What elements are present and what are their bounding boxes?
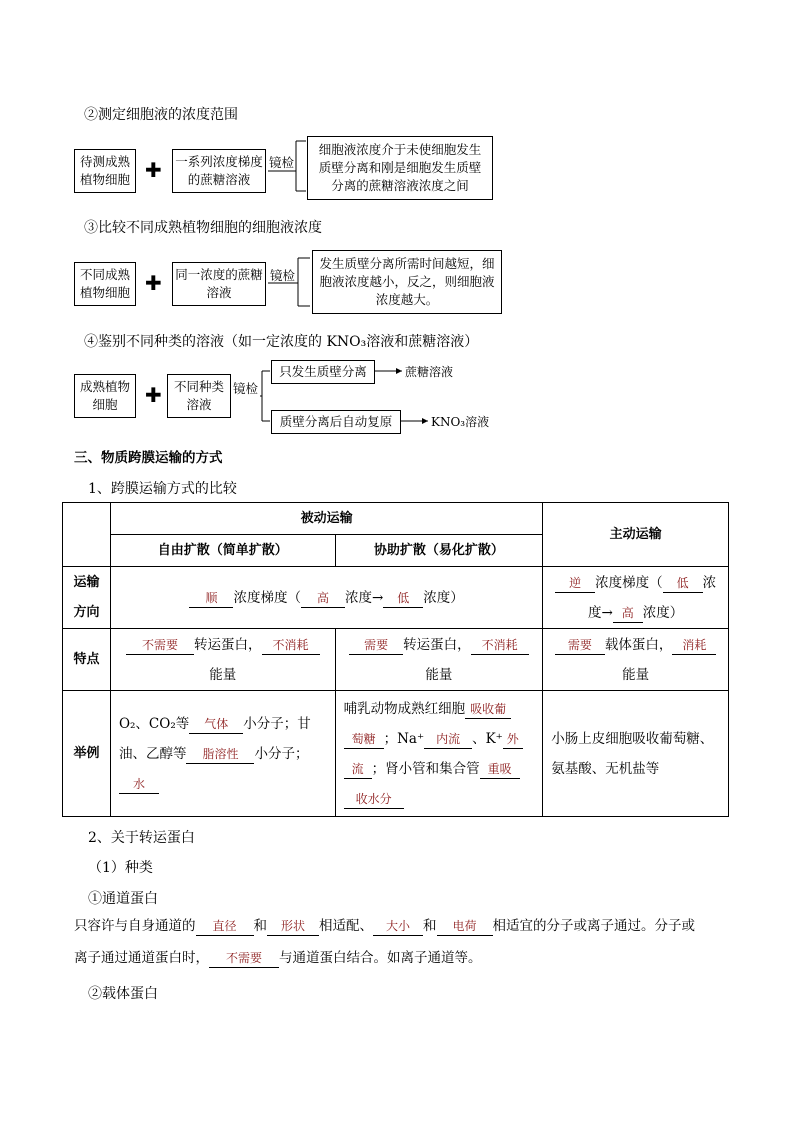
row-label-examples: 举例 [63,691,111,817]
cell-examples-active: 小肠上皮细胞吸收葡萄糖、氨基酸、无机盐等 [543,691,729,817]
cell-direction-passive: 顺 浓度梯度（ 高 浓度→ 低 浓度） [110,567,542,629]
sec2-box-cells: 待测成熟植物细胞 [74,149,136,193]
subsection-1-title: 1、跨膜运输方式的比较 [88,481,237,497]
cell-features-free: 不需要 转运蛋白， 不消耗 能量 [110,629,335,691]
sec3-title: ③比较不同成熟植物细胞的细胞液浓度 [84,220,322,236]
sec4-outcome-plasmolysis: 只发生质壁分离 [271,360,375,384]
plus-icon: ✚ [145,383,162,407]
plus-icon: ✚ [145,271,162,295]
table-corner [63,503,111,567]
sec4-outcome-recovery: 质壁分离后自动复原 [271,410,401,434]
sec3-box-solution: 同一浓度的蔗糖溶液 [172,262,266,306]
part3-heading: 三、物质跨膜运输的方式 [74,450,223,466]
sec4-title: ④鉴别不同种类的溶液（如一定浓度的 KNO₃溶液和蔗糖溶液） [84,334,479,350]
header-active: 主动运输 [543,503,729,567]
cell-examples-facilitated: 哺乳动物成熟红细胞 吸收葡 萄糖 ；Na⁺ 内流 、K⁺ 外 流 ；肾小管和集合管 重吸 收水分 [335,691,543,817]
channel-protein-title: ①通道蛋白 [88,891,158,907]
header-free-diffusion: 自由扩散（简单扩散） [110,535,335,567]
header-passive: 被动运输 [110,503,542,535]
row-label-features: 特点 [63,629,111,691]
sec4-result-kno3: KNO₃溶液 [431,415,490,429]
sec4-box-cells: 成熟植物细胞 [74,374,136,418]
cell-examples-free: O₂、CO₂等 气体 小分子；甘油、乙醇等 脂溶性 小分子；水 [110,691,335,817]
header-facilitated-diffusion: 协助扩散（易化扩散） [335,535,543,567]
sec2-box-solution: 一系列浓度梯度的蔗糖溶液 [172,149,266,193]
cell-direction-active: 逆 浓度梯度（ 低 浓 度→ 高 浓度） [543,567,729,629]
row-label-direction: 运输方向 [63,567,111,629]
sec4-box-solutions: 不同种类溶液 [167,374,231,418]
sec2-title: ②测定细胞液的浓度范围 [84,107,238,123]
sec4-result-sucrose: 蔗糖溶液 [405,365,454,379]
sec2-result-box: 细胞液浓度介于未使细胞发生质壁分离和刚是细胞发生质壁分离的蔗糖溶液浓度之间 [307,136,493,200]
sec3-check-label: 镜检 [270,268,296,283]
channel-protein-paragraph: 只容许与自身通道的 直径 和 形状 相适配、 大小 和 电荷 相适宜的分子或离子通过。分子或 离子通过通道蛋白时， 不需要 与通道蛋白结合。如离子通道等。 [74,918,695,966]
plus-icon: ✚ [145,158,162,182]
sec4-check-label: 镜检 [233,381,259,396]
sec3-result-box: 发生质壁分离所需时间越短，细胞液浓度越小，反之，则细胞液浓度越大。 [312,250,502,314]
sec3-box-cells: 不同成熟植物细胞 [74,262,136,306]
carrier-protein-title: ②载体蛋白 [88,986,158,1002]
sec2-check-label: 镜检 [269,155,295,170]
subsection-2-title: 2、关于转运蛋白 [88,830,195,846]
cell-features-active: 需要 载体蛋白， 消耗 能量 [543,629,729,691]
transport-comparison-table [62,502,729,817]
cell-features-facilitated: 需要 转运蛋白， 不消耗 能量 [335,629,543,691]
subsection-2-1-title: （1）种类 [88,860,153,876]
